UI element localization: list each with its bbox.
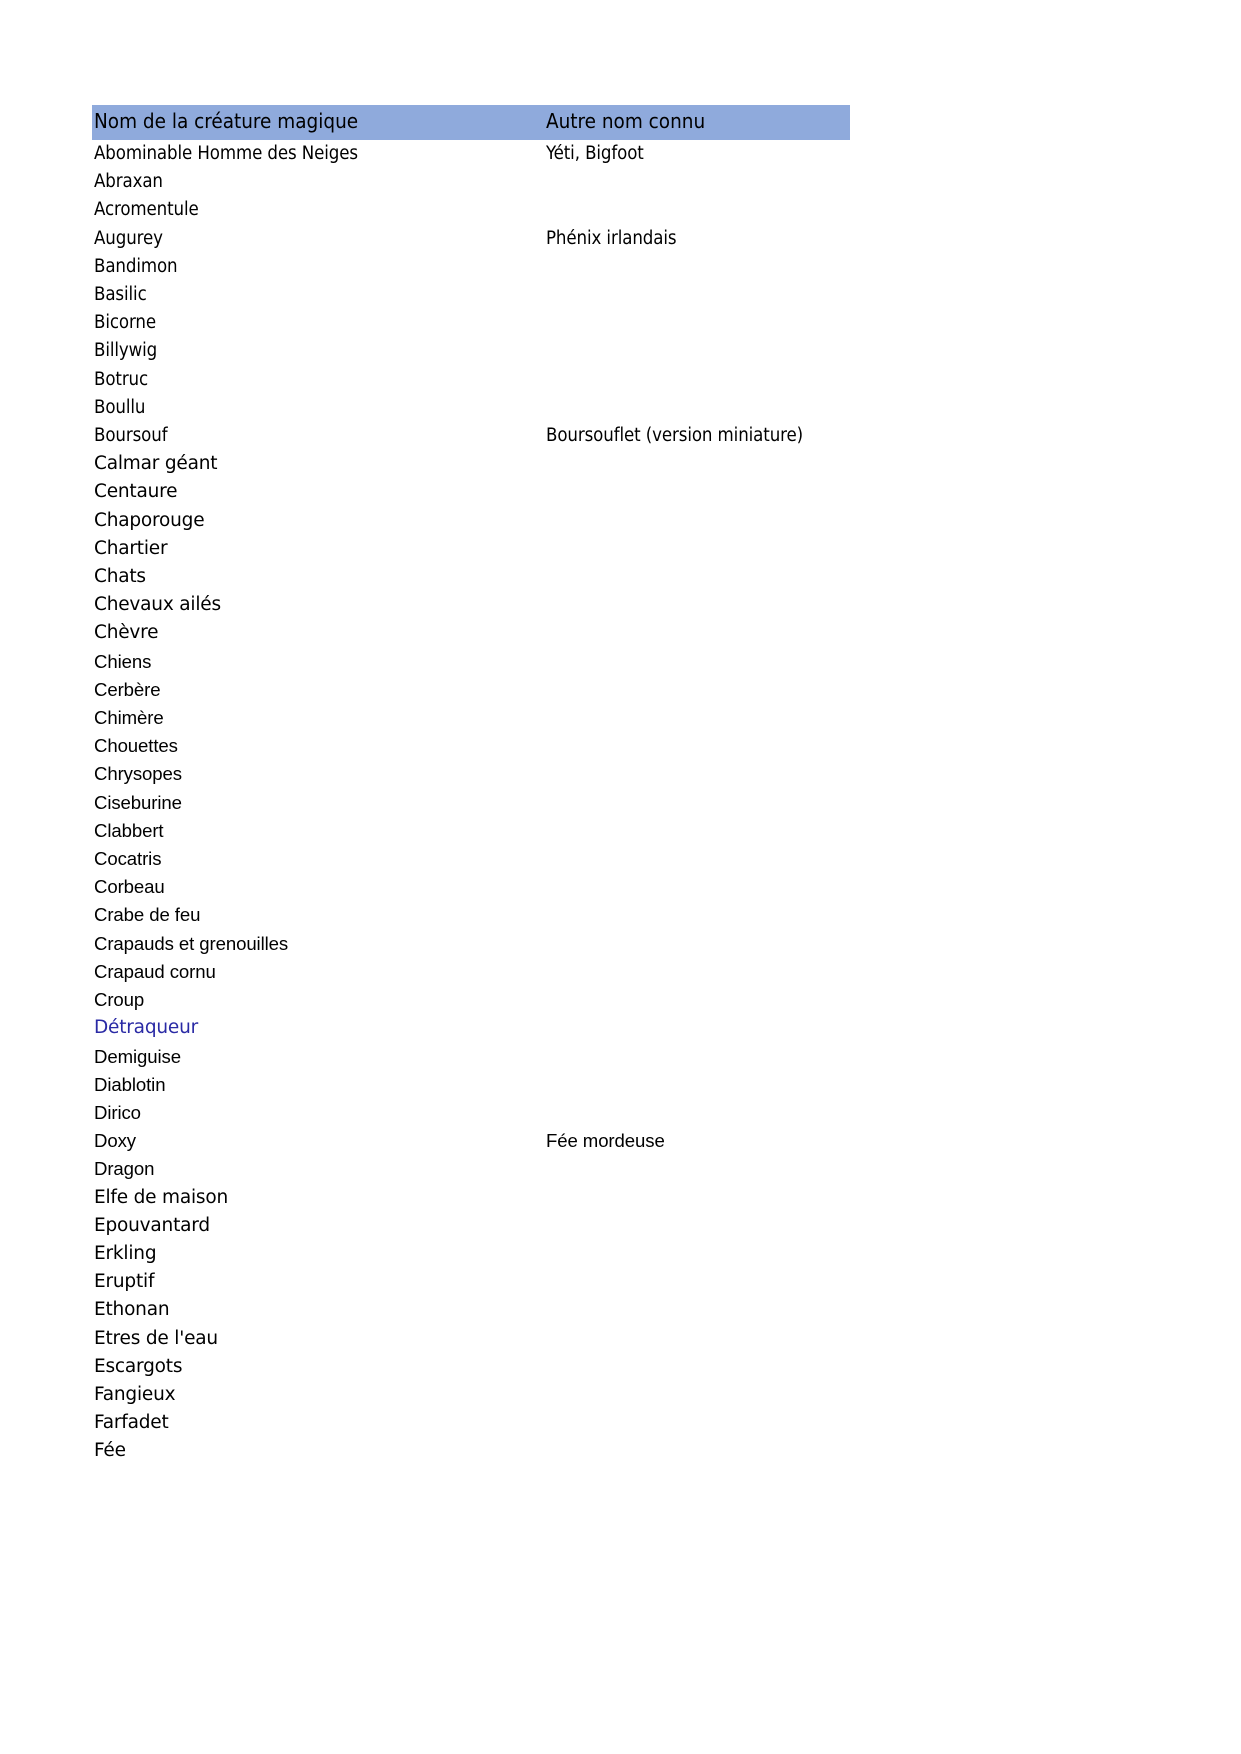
- creature-alias-cell: [544, 394, 850, 422]
- creature-alias-cell: [544, 1212, 850, 1240]
- table-row: [92, 648, 850, 676]
- creature-alias-cell: [544, 1325, 850, 1353]
- creature-alias-cell: [544, 1409, 850, 1437]
- table-row: [92, 1268, 850, 1296]
- creature-name-cell: Chimère: [94, 707, 164, 729]
- table-row: [92, 1240, 850, 1268]
- creature-name-cell: Farfadet: [94, 1412, 169, 1434]
- creature-name-cell: Centaure: [94, 481, 178, 503]
- creature-alias-cell: [544, 478, 850, 506]
- table-row: [92, 873, 850, 901]
- table-row: [92, 1212, 850, 1240]
- table-row: [92, 732, 850, 760]
- table-row: [92, 845, 850, 873]
- creature-name-cell: Elfe de maison: [94, 1186, 228, 1208]
- creature-name-link[interactable]: Détraqueur: [94, 1017, 199, 1039]
- table-row: [92, 1043, 850, 1071]
- creature-alias-cell: [544, 1437, 850, 1465]
- table-row: [92, 366, 850, 394]
- creature-name-cell: Corbeau: [94, 876, 165, 898]
- creature-alias-cell: [544, 507, 850, 535]
- table-row: [92, 1325, 850, 1353]
- table-row: [92, 337, 850, 365]
- table-row: [92, 225, 850, 253]
- column-header-name: Nom de la créature magique: [94, 109, 359, 133]
- table-row: [92, 394, 850, 422]
- creature-alias-cell: [544, 845, 850, 873]
- creature-name-cell: Cocatris: [94, 848, 162, 870]
- creature-alias-cell: [544, 930, 850, 958]
- creature-alias-cell: [544, 704, 850, 732]
- creature-name-cell: Chaporouge: [94, 509, 205, 531]
- creature-name-cell: Calmar géant: [94, 453, 218, 475]
- creature-alias-cell: [544, 309, 850, 337]
- creature-name-cell: Fangieux: [94, 1383, 176, 1405]
- creature-alias-cell: [544, 168, 850, 196]
- table-row: [92, 422, 850, 450]
- table-row: [92, 253, 850, 281]
- creature-alias-cell: [544, 648, 850, 676]
- creature-alias-cell: Yéti, Bigfoot: [546, 143, 644, 164]
- table-row: [92, 535, 850, 563]
- creature-name-cell: Erkling: [94, 1242, 157, 1264]
- creature-alias-cell: [544, 789, 850, 817]
- table-row: [92, 168, 850, 196]
- table-row: [92, 1014, 850, 1042]
- creature-alias-cell: [544, 1268, 850, 1296]
- creature-alias-cell: Phénix irlandais: [546, 227, 677, 249]
- creature-name-cell: Augurey: [94, 227, 163, 249]
- table-row: [92, 1353, 850, 1381]
- creature-name-cell: Botruc: [94, 368, 149, 390]
- creature-name-cell: Epouvantard: [94, 1214, 210, 1236]
- creature-alias-cell: [544, 817, 850, 845]
- creature-name-cell: Boullu: [94, 396, 146, 418]
- table-header-row: [92, 105, 850, 140]
- creature-alias-cell: [544, 1155, 850, 1183]
- table-row: [92, 760, 850, 788]
- table-row: [92, 1071, 850, 1099]
- table-row: [92, 1437, 850, 1465]
- creature-alias-cell: [544, 1381, 850, 1409]
- table-row: [92, 1155, 850, 1183]
- table-row: [92, 478, 850, 506]
- table-row: [92, 563, 850, 591]
- creature-alias-cell: [544, 563, 850, 591]
- creature-name-cell: Escargots: [94, 1355, 183, 1377]
- creature-alias-cell: [544, 253, 850, 281]
- creature-alias-cell: [544, 196, 850, 224]
- table-row: [92, 986, 850, 1014]
- creature-alias-cell: [544, 986, 850, 1014]
- creature-name-cell: Dragon: [94, 1158, 155, 1180]
- creature-name-cell: [92, 1014, 544, 1042]
- creature-table-container: [92, 105, 850, 1466]
- table-row: [92, 507, 850, 535]
- creature-name-cell: Demiguise: [94, 1045, 181, 1067]
- table-row: [92, 591, 850, 619]
- creature-name-cell: Croup: [94, 989, 145, 1011]
- creature-name-cell: Clabbert: [94, 819, 164, 841]
- table-row: [92, 1381, 850, 1409]
- creature-alias-cell: Fée mordeuse: [546, 1130, 665, 1152]
- table-row: [92, 789, 850, 817]
- creature-name-cell: Crapaud cornu: [94, 960, 216, 982]
- table-row: [92, 817, 850, 845]
- table-row: [92, 676, 850, 704]
- creature-alias-cell: [544, 1240, 850, 1268]
- creature-name-cell: Bandimon: [94, 255, 178, 277]
- creature-table: [92, 105, 850, 1466]
- creature-alias-cell: [544, 366, 850, 394]
- table-row: [92, 1127, 850, 1155]
- table-row: [92, 1184, 850, 1212]
- creature-alias-cell: [544, 1353, 850, 1381]
- creature-name-cell: Boursouf: [94, 425, 168, 447]
- creature-name-cell: Chrysopes: [94, 763, 182, 785]
- creature-name-cell: Chouettes: [94, 735, 178, 757]
- table-row: [92, 930, 850, 958]
- creature-name-cell: Basilic: [94, 284, 147, 306]
- creature-alias-cell: [544, 1014, 850, 1042]
- creature-name-cell: Eruptif: [94, 1271, 155, 1293]
- creature-alias-cell: [544, 591, 850, 619]
- creature-alias-cell: [544, 1296, 850, 1324]
- creature-name-cell: Chats: [94, 566, 146, 588]
- table-row: [92, 1099, 850, 1127]
- creature-name-cell: Dirico: [94, 1101, 141, 1123]
- creature-name-cell: Diablotin: [94, 1073, 166, 1095]
- creature-name-cell: Chartier: [94, 537, 168, 559]
- table-row: [92, 704, 850, 732]
- table-row: [92, 1409, 850, 1437]
- table-header: [92, 105, 850, 140]
- table-row: [92, 450, 850, 478]
- table-body: [92, 140, 850, 1466]
- creature-alias-cell: [544, 1184, 850, 1212]
- creature-name-cell: Billywig: [94, 340, 158, 362]
- creature-name-cell: Chiens: [94, 650, 152, 672]
- table-row: [92, 309, 850, 337]
- creature-name-cell: Abominable Homme des Neiges: [94, 143, 358, 164]
- creature-alias-cell: [544, 619, 850, 647]
- creature-alias-cell: [544, 535, 850, 563]
- creature-name-cell: Crapauds et grenouilles: [94, 932, 289, 954]
- creature-alias-cell: [544, 450, 850, 478]
- creature-name-cell: Etres de l'eau: [94, 1327, 218, 1349]
- creature-name-cell: Crabe de feu: [94, 904, 201, 926]
- column-header-alias: Autre nom connu: [546, 109, 706, 133]
- creature-name-cell: Abraxan: [94, 171, 163, 193]
- creature-alias-cell: [544, 760, 850, 788]
- creature-name-cell: Fée: [94, 1440, 126, 1462]
- creature-alias-cell: Boursouflet (version miniature): [546, 425, 804, 447]
- table-row: [92, 281, 850, 309]
- creature-name-cell: Chèvre: [94, 622, 159, 644]
- creature-alias-cell: [544, 958, 850, 986]
- table-row: [92, 1296, 850, 1324]
- table-row: [92, 901, 850, 929]
- creature-alias-cell: [544, 732, 850, 760]
- creature-alias-cell: [544, 281, 850, 309]
- creature-name-cell: Ethonan: [94, 1299, 170, 1321]
- creature-name-cell: Cerbère: [94, 678, 161, 700]
- table-row: [92, 140, 850, 168]
- creature-name-cell: Bicorne: [94, 312, 156, 334]
- creature-alias-cell: [544, 1071, 850, 1099]
- creature-name-cell: Doxy: [94, 1130, 136, 1152]
- creature-alias-cell: [544, 1043, 850, 1071]
- creature-name-cell: Ciseburine: [94, 791, 182, 813]
- creature-name-cell: Acromentule: [94, 199, 199, 221]
- creature-alias-cell: [544, 337, 850, 365]
- creature-name-cell: Chevaux ailés: [94, 594, 221, 616]
- table-row: [92, 196, 850, 224]
- creature-alias-cell: [544, 676, 850, 704]
- table-row: [92, 619, 850, 647]
- table-row: [92, 958, 850, 986]
- creature-alias-cell: [544, 901, 850, 929]
- creature-alias-cell: [544, 1099, 850, 1127]
- creature-alias-cell: [544, 873, 850, 901]
